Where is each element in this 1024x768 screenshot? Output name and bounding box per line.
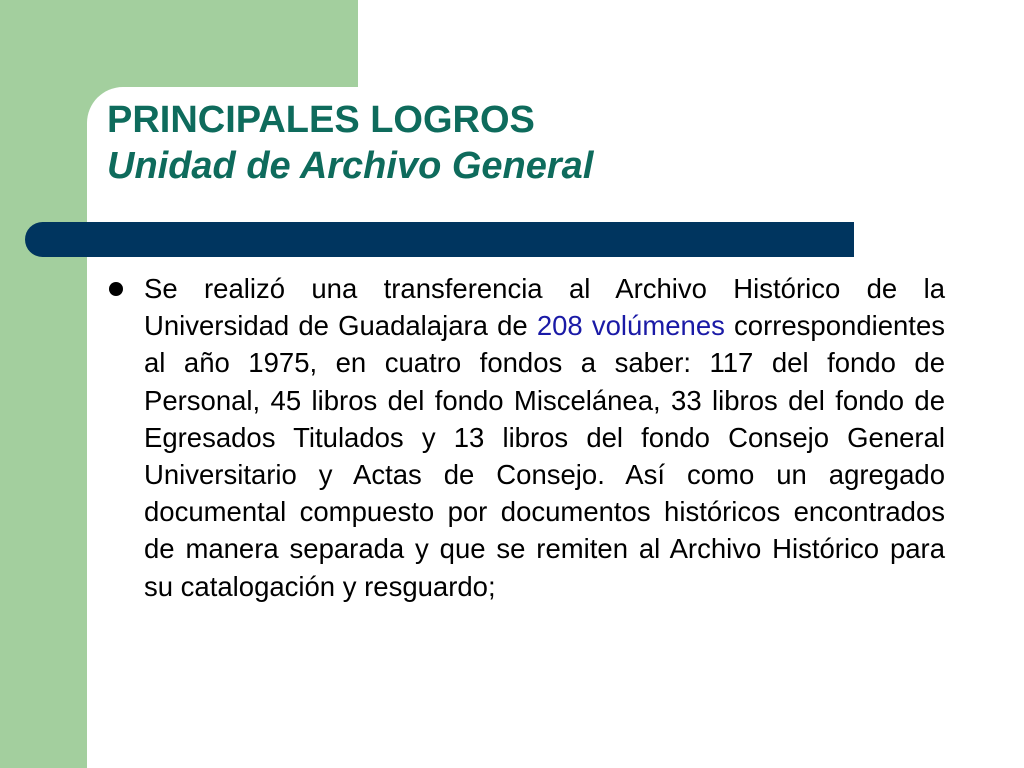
title-line-2: Unidad de Archivo General (107, 145, 594, 187)
title-line-1: PRINCIPALES LOGROS (107, 99, 535, 141)
bullet-text-after: correspondientes al año 1975, en cuatro fondos a saber: 117 del fondo de Personal, 45 libros del fondo Miscelánea, 33 libros del fondo de Egresados Titulados y 13 libros del fondo Consejo General Universitario y Actas de Consejo. Así como un agregado documental compuesto por documentos históricos encontrados de manera separada y que se remiten al Archivo Histórico para su catalogación y resguardo; (144, 310, 945, 602)
bullet-text (144, 270, 945, 605)
bullet-item (105, 270, 945, 605)
bullet-dot-icon (109, 282, 123, 296)
slide-body (105, 270, 945, 605)
bullet-highlight: 208 volúmenes (536, 310, 725, 342)
bullet-text-before: Se realizó una transferencia al Archivo Histórico de la Universidad de Guadalajara de (144, 273, 945, 342)
title-divider-bar (25, 222, 854, 257)
slide-title (107, 97, 593, 189)
